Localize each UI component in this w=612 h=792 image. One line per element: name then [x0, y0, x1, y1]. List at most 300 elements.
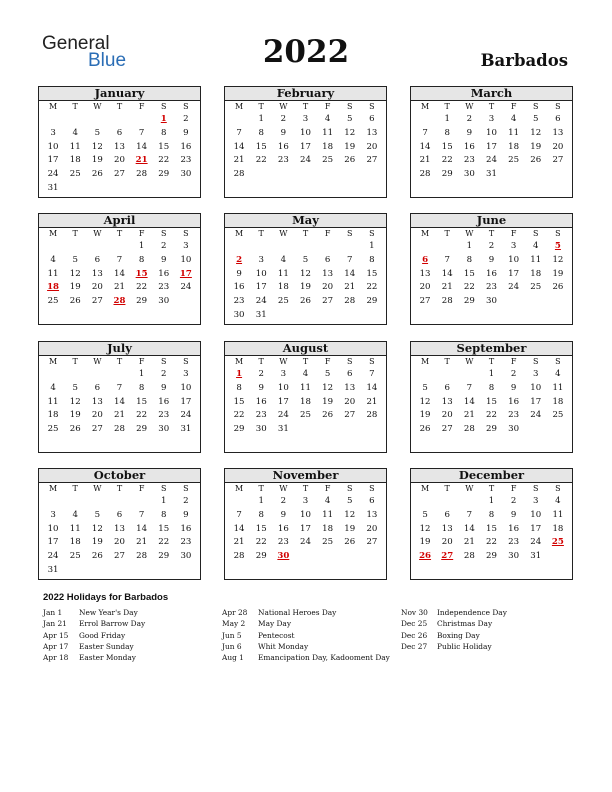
day-cell: 26: [322, 410, 334, 421]
day-cell: 24: [180, 282, 192, 293]
day-cell: 29: [136, 424, 148, 435]
day-cell: 16: [158, 396, 170, 407]
day-cell: 16: [508, 523, 520, 534]
day-cell: 3: [533, 496, 539, 506]
weekday-label: T: [258, 484, 264, 493]
holiday-date: Apr 17: [43, 641, 69, 651]
day-cell: 10: [47, 523, 59, 534]
holiday-date: Dec 26: [401, 630, 428, 640]
day-cell: 5: [72, 382, 78, 393]
day-grid: [411, 356, 572, 437]
day-cell: 13: [552, 127, 564, 138]
day-cell: 11: [530, 254, 542, 265]
day-cell: 11: [552, 509, 564, 520]
day-cell: 20: [344, 396, 356, 407]
weekday-label: T: [116, 484, 123, 493]
weekday-label: S: [183, 229, 189, 238]
day-cell: 19: [419, 537, 431, 548]
day-cell: 12: [322, 382, 334, 393]
day-cell: 16: [508, 396, 520, 407]
empty-cell: [339, 240, 361, 254]
day-cell: 31: [255, 309, 267, 320]
day-cell: 3: [280, 369, 287, 379]
day-cell: 21: [136, 537, 148, 548]
day-cell: 8: [488, 382, 495, 393]
weekday-label: S: [533, 357, 539, 366]
day-cell: 23: [277, 537, 289, 548]
holiday-date: Dec 27: [401, 641, 428, 651]
day-cell: 25: [300, 410, 311, 421]
day-cell: 14: [344, 268, 356, 279]
weekday-label: F: [510, 102, 517, 111]
day-cell: 16: [277, 523, 289, 534]
empty-cell: [64, 368, 86, 382]
day-cell: 23: [463, 155, 475, 166]
day-cell: 9: [161, 382, 167, 393]
day-cell: 30: [463, 169, 475, 180]
day-cell: 12: [69, 268, 81, 279]
day-cell: 26: [69, 424, 81, 435]
day-cell: 9: [510, 509, 517, 520]
holiday-column: [401, 607, 581, 652]
empty-cell: [86, 240, 108, 254]
holiday-date: Jun 5: [222, 630, 242, 640]
day-cell: 21: [463, 537, 475, 548]
day-cell: 27: [441, 424, 453, 435]
weekday-label: S: [555, 484, 561, 493]
day-cell: 16: [255, 396, 267, 407]
day-cell: 7: [466, 382, 473, 393]
day-cell: 24: [180, 410, 192, 421]
day-cell: 4: [50, 254, 56, 265]
empty-cell: [108, 368, 130, 382]
day-cell: 15: [233, 396, 245, 407]
weekday-label: M: [420, 229, 430, 238]
holiday-name: Public Holiday: [437, 641, 492, 651]
day-cell: 19: [344, 141, 356, 152]
day-cell: 24: [47, 551, 59, 562]
month-title: March: [411, 87, 572, 101]
month-title: January: [39, 87, 200, 101]
day-cell: 18: [322, 523, 334, 534]
day-cell: 22: [441, 155, 453, 166]
day-cell: 19: [552, 268, 564, 279]
day-cell: 26: [552, 282, 564, 293]
day-cell: 26: [91, 551, 103, 562]
month-title: July: [39, 342, 200, 356]
day-cell: 4: [324, 114, 331, 124]
day-cell: 26: [419, 424, 431, 435]
day-cell: 7: [116, 382, 123, 393]
holiday-day-cell: 15: [135, 268, 148, 279]
day-cell: 23: [180, 155, 192, 166]
day-cell: 29: [463, 296, 475, 307]
day-cell: 10: [530, 509, 542, 520]
day-cell: 1: [444, 114, 450, 124]
weekday-label: M: [48, 102, 58, 111]
day-cell: 3: [533, 369, 539, 379]
day-grid: [411, 101, 572, 182]
day-cell: 21: [441, 282, 453, 293]
day-cell: 20: [366, 141, 378, 152]
day-cell: 2: [510, 496, 517, 506]
weekday-label: F: [510, 229, 517, 238]
empty-cell: [228, 495, 250, 509]
day-cell: 22: [255, 537, 267, 548]
day-cell: 28: [366, 410, 378, 421]
day-cell: 1: [369, 241, 375, 251]
weekday-label: F: [138, 102, 145, 111]
day-cell: 6: [116, 127, 123, 138]
day-cell: 28: [233, 169, 245, 180]
empty-cell: [414, 495, 436, 509]
day-cell: 27: [366, 537, 378, 548]
day-cell: 19: [69, 282, 81, 293]
day-cell: 13: [366, 509, 378, 520]
day-cell: 12: [419, 523, 431, 534]
day-cell: 14: [114, 396, 125, 407]
day-cell: 26: [344, 155, 356, 166]
holiday-day-cell: 2: [236, 254, 243, 265]
day-cell: 8: [369, 254, 375, 265]
day-cell: 12: [530, 127, 542, 138]
day-cell: 3: [183, 369, 189, 379]
day-cell: 21: [233, 155, 245, 166]
day-cell: 11: [300, 382, 311, 393]
day-cell: 6: [347, 369, 353, 379]
day-cell: 14: [463, 523, 475, 534]
day-cell: 6: [369, 114, 375, 124]
empty-cell: [86, 368, 108, 382]
empty-cell: [42, 240, 64, 254]
day-cell: 15: [463, 268, 475, 279]
weekday-label: S: [369, 229, 375, 238]
day-cell: 20: [91, 282, 103, 293]
day-cell: 28: [114, 424, 125, 435]
day-cell: 21: [344, 282, 356, 293]
month-january: [38, 86, 201, 198]
day-cell: 10: [530, 382, 542, 393]
day-cell: 24: [47, 169, 59, 180]
weekday-label: W: [279, 229, 288, 238]
day-cell: 8: [138, 254, 145, 265]
month-title: April: [39, 214, 200, 228]
holiday-name: Boxing Day: [437, 630, 480, 640]
day-grid: [225, 356, 386, 437]
day-cell: 29: [441, 169, 453, 180]
empty-cell: [294, 240, 316, 254]
day-cell: 4: [324, 496, 331, 506]
day-cell: 14: [233, 523, 245, 534]
day-cell: 31: [47, 564, 59, 575]
day-cell: 7: [138, 127, 145, 138]
holiday-row: [222, 641, 402, 652]
weekday-label: T: [488, 357, 495, 366]
day-cell: 22: [136, 410, 148, 421]
day-cell: 30: [158, 424, 170, 435]
day-cell: 6: [94, 382, 101, 393]
day-cell: 3: [302, 496, 309, 506]
day-cell: 24: [530, 537, 542, 548]
day-cell: 25: [47, 296, 59, 307]
weekday-label: T: [72, 357, 78, 366]
day-cell: 23: [180, 537, 192, 548]
day-cell: 26: [300, 296, 311, 307]
weekday-label: F: [138, 484, 145, 493]
weekday-label: T: [302, 484, 309, 493]
day-cell: 9: [510, 382, 517, 393]
holiday-name: Whit Monday: [258, 641, 309, 651]
day-cell: 5: [422, 509, 428, 520]
day-cell: 19: [91, 537, 103, 548]
month-title: February: [225, 87, 386, 101]
month-may: [224, 213, 387, 325]
day-cell: 20: [552, 141, 564, 152]
month-title: August: [225, 342, 386, 356]
day-cell: 8: [488, 509, 495, 520]
day-cell: 13: [322, 268, 334, 279]
holiday-name: Easter Monday: [79, 653, 136, 663]
day-cell: 6: [444, 509, 450, 520]
day-cell: 15: [136, 396, 148, 407]
day-grid: [39, 228, 200, 309]
day-cell: 24: [300, 537, 311, 548]
day-cell: 15: [158, 523, 170, 534]
day-grid: [225, 101, 386, 182]
weekday-label: T: [444, 357, 450, 366]
month-april: [38, 213, 201, 325]
weekday-label: S: [555, 229, 561, 238]
weekday-label: W: [279, 102, 288, 111]
day-cell: 3: [50, 509, 56, 520]
day-cell: 1: [466, 241, 473, 251]
holiday-row: [222, 630, 402, 641]
day-cell: 8: [258, 127, 264, 138]
day-cell: 13: [114, 523, 125, 534]
day-cell: 9: [488, 254, 495, 265]
day-cell: 24: [277, 410, 289, 421]
day-cell: 17: [255, 282, 267, 293]
holiday-date: Apr 18: [43, 653, 69, 663]
holiday-day-cell: 1: [160, 114, 167, 124]
day-cell: 27: [552, 155, 564, 166]
holiday-date: Apr 15: [43, 630, 69, 640]
weekday-label: S: [347, 484, 353, 493]
holiday-name: Errol Barrow Day: [79, 619, 146, 629]
day-cell: 24: [300, 155, 311, 166]
empty-cell: [414, 240, 436, 254]
empty-cell: [131, 495, 153, 509]
weekday-label: T: [116, 229, 123, 238]
day-cell: 5: [94, 509, 101, 520]
day-cell: 23: [233, 296, 245, 307]
day-cell: 17: [486, 141, 497, 152]
day-cell: 25: [277, 296, 289, 307]
day-cell: 8: [138, 382, 145, 393]
weekday-label: W: [465, 357, 474, 366]
day-cell: 5: [347, 114, 353, 124]
day-cell: 2: [280, 114, 287, 124]
day-cell: 22: [158, 537, 170, 548]
day-cell: 21: [366, 396, 378, 407]
day-cell: 31: [180, 424, 192, 435]
holiday-name: Easter Sunday: [79, 641, 134, 651]
empty-cell: [436, 240, 458, 254]
day-cell: 24: [486, 155, 497, 166]
month-november: [224, 468, 387, 580]
day-cell: 9: [183, 509, 189, 520]
month-march: [410, 86, 573, 198]
holiday-day-cell: 17: [179, 268, 192, 279]
day-cell: 30: [158, 296, 170, 307]
month-title: September: [411, 342, 572, 356]
day-cell: 4: [280, 254, 287, 265]
day-cell: 9: [466, 127, 473, 138]
day-cell: 2: [161, 369, 167, 379]
day-cell: 5: [422, 382, 428, 393]
weekday-label: T: [302, 229, 309, 238]
day-cell: 10: [180, 254, 192, 265]
weekday-label: F: [324, 102, 331, 111]
day-cell: 27: [114, 551, 125, 562]
day-cell: 8: [161, 509, 167, 520]
month-december: [410, 468, 573, 580]
day-cell: 27: [91, 296, 103, 307]
day-cell: 4: [50, 382, 56, 393]
day-cell: 23: [508, 537, 520, 548]
weekday-label: S: [555, 357, 561, 366]
day-cell: 8: [161, 127, 167, 138]
day-cell: 29: [486, 551, 497, 562]
weekday-label: M: [48, 229, 58, 238]
month-february: [224, 86, 387, 198]
day-cell: 20: [91, 410, 103, 421]
weekday-label: M: [48, 357, 58, 366]
weekday-label: W: [279, 484, 288, 493]
day-cell: 31: [486, 169, 497, 180]
weekday-label: S: [369, 357, 375, 366]
day-cell: 14: [463, 396, 475, 407]
day-cell: 15: [255, 523, 267, 534]
day-cell: 30: [180, 169, 192, 180]
day-cell: 16: [486, 268, 497, 279]
weekday-label: F: [510, 484, 517, 493]
day-cell: 15: [255, 141, 267, 152]
day-cell: 22: [233, 410, 245, 421]
empty-cell: [317, 240, 339, 254]
day-cell: 1: [138, 241, 145, 251]
day-cell: 17: [530, 523, 542, 534]
day-cell: 7: [236, 509, 242, 520]
day-cell: 4: [302, 369, 309, 379]
country-name: Barbados: [480, 51, 568, 70]
day-cell: 10: [486, 127, 497, 138]
weekday-label: S: [161, 102, 167, 111]
day-cell: 26: [69, 296, 81, 307]
day-cell: 29: [366, 296, 378, 307]
day-cell: 1: [258, 114, 264, 124]
weekday-label: S: [161, 484, 167, 493]
holiday-column: [222, 607, 402, 663]
day-cell: 31: [277, 424, 289, 435]
weekday-label: S: [161, 357, 167, 366]
day-cell: 9: [280, 127, 287, 138]
day-cell: 11: [508, 127, 520, 138]
day-cell: 22: [136, 282, 148, 293]
day-cell: 25: [508, 155, 520, 166]
day-cell: 5: [324, 369, 331, 379]
day-cell: 9: [161, 254, 167, 265]
holiday-name: Good Friday: [79, 630, 126, 640]
weekday-label: W: [93, 229, 102, 238]
month-title: December: [411, 469, 572, 483]
day-cell: 26: [91, 169, 103, 180]
day-cell: 1: [138, 369, 145, 379]
day-cell: 20: [114, 537, 125, 548]
weekday-label: T: [488, 102, 495, 111]
day-cell: 18: [300, 396, 311, 407]
logo-text-blue: Blue: [88, 50, 127, 71]
empty-cell: [42, 113, 64, 127]
holiday-name: New Year's Day: [79, 608, 138, 617]
day-cell: 5: [302, 254, 309, 265]
day-cell: 19: [419, 410, 431, 421]
holiday-date: Aug 1: [222, 653, 244, 663]
day-cell: 19: [344, 523, 356, 534]
holiday-day-cell: 6: [422, 254, 429, 265]
day-cell: 10: [277, 382, 289, 393]
holiday-row: [43, 607, 223, 618]
day-cell: 6: [116, 509, 123, 520]
empty-cell: [458, 495, 480, 509]
day-cell: 18: [508, 141, 520, 152]
weekday-label: T: [488, 484, 495, 493]
day-cell: 30: [508, 551, 520, 562]
empty-cell: [228, 113, 250, 127]
day-cell: 17: [300, 523, 311, 534]
day-cell: 14: [441, 268, 453, 279]
weekday-label: T: [116, 102, 123, 111]
day-cell: 2: [510, 369, 517, 379]
weekday-label: F: [138, 357, 145, 366]
day-cell: 22: [463, 282, 475, 293]
day-cell: 25: [69, 551, 81, 562]
weekday-label: S: [369, 102, 375, 111]
holiday-day-cell: 25: [551, 537, 564, 548]
day-cell: 4: [510, 114, 517, 124]
day-cell: 13: [366, 127, 378, 138]
day-cell: 11: [322, 509, 334, 520]
day-cell: 28: [463, 424, 475, 435]
holiday-row: [222, 618, 402, 629]
day-cell: 5: [72, 254, 78, 265]
empty-cell: [42, 368, 64, 382]
day-cell: 14: [366, 382, 378, 393]
empty-cell: [272, 240, 294, 254]
weekday-label: T: [444, 484, 450, 493]
holiday-name: Independence Day: [437, 608, 507, 617]
day-cell: 10: [47, 141, 59, 152]
weekday-label: S: [555, 102, 561, 111]
day-cell: 2: [488, 241, 495, 251]
day-cell: 18: [69, 155, 81, 166]
day-cell: 1: [488, 496, 495, 506]
day-cell: 19: [300, 282, 311, 293]
empty-cell: [42, 495, 64, 509]
day-cell: 26: [344, 537, 356, 548]
day-cell: 28: [233, 551, 245, 562]
day-cell: 18: [530, 268, 542, 279]
